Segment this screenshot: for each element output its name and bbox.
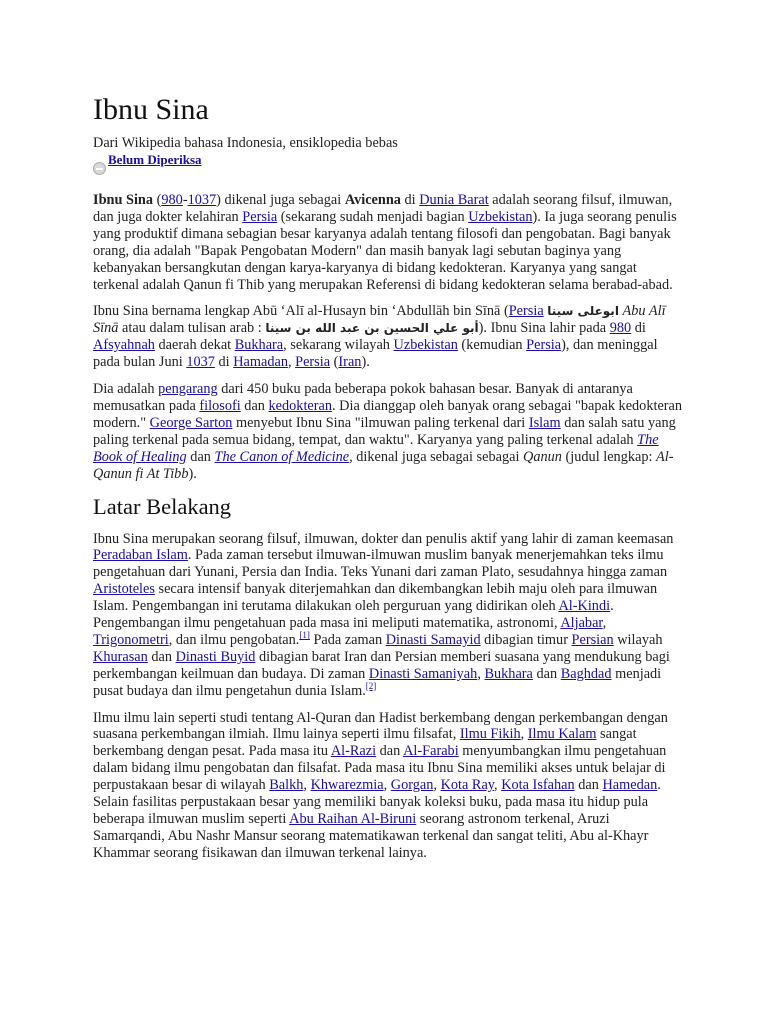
link-ilmu-kalam[interactable]: Ilmu Kalam (527, 726, 597, 743)
text: di (214, 354, 234, 371)
link-bukhara[interactable]: Bukhara (234, 337, 284, 354)
text: dan (147, 648, 176, 665)
text: dan salah satu yang paling terkenal pada semua bidang, tempat, dan waktu". Karyanya yang paling terkenal adalah (93, 414, 676, 448)
text: di (631, 320, 646, 337)
text: dikenal juga sebagai (220, 192, 345, 208)
text: atau dalam tulisan arab : (118, 320, 266, 337)
link-afsyahnah[interactable]: Afsyahnah (93, 337, 155, 354)
text: , (383, 777, 391, 794)
text: , dikenal juga sebagai sebagai (349, 448, 524, 465)
text: seorang astronom terkenal, Aruzi Samarqandi, Abu Nashr Mansur seorang matematikawan terkenal dan sangat teliti, Abu al-Khayr Khammar seorang fisikawan dan ilmuwan terkenal lainya. (93, 811, 649, 861)
link-dinasti-buyid[interactable]: Dinasti Buyid (175, 648, 256, 665)
link-al-biruni[interactable]: Abu Raihan Al-Biruni (289, 811, 417, 827)
text: di (400, 192, 420, 208)
text: Ibnu Sina bernama lengkap Abū ‘Alī al-Husayn bin ‘Abdullāh bin Sīnā ( (93, 303, 509, 320)
site-tagline: Dari Wikipedia bahasa Indonesia, ensiklopedia bebas (93, 135, 398, 151)
link-khwarezmia[interactable]: Khwarezmia (310, 777, 384, 794)
link-gorgan[interactable]: Gorgan (390, 777, 434, 794)
text: , sekarang wilayah (283, 337, 394, 354)
text: menyebut Ibnu Sina "ilmuwan paling terkenal dari (232, 414, 529, 431)
text: , (477, 665, 485, 682)
link-persia-2[interactable]: Persia (526, 337, 562, 354)
text: . Pada zaman tersebut ilmuwan-ilmuwan muslim banyak menerjemahkan teks ilmu pengetahuan dari Yunani, Persia dan India. Teks Yunani dari zaman Plato, sesudahnya hingga zaman (93, 547, 668, 581)
review-status-link[interactable]: Belum Diperiksa (108, 152, 202, 167)
full-title: Al-Qanun fi At Tibb (93, 448, 674, 482)
intro-paragraph-1: Ibnu Sina (980-1037) dikenal juga sebagai Avicenna di Dunia Barat adalah seorang filsuf, ilmuwan, dan juga dokter kelahiran Persia (sekarang sudah menjadi bagian Uzbekistan). Ia juga seorang penulis yang produktif dimana sebagian besar karyanya adalah tentang filosofi dan pengobatan. Bagi banyak orang, dia adalah "Bapak Pengobatan Modern" dan masih banyak lagi sebutan baginya yang kebanyakan bersangkutan dengan karya-karyanya di bidang kedokteran. Karyanya yang sangat terkenal adalah Qanun fi Thib yang merupakan Referensi di bidang kedokteran selama berabad-abad. (93, 192, 677, 293)
text: dan (574, 777, 603, 794)
intro-paragraph-3 (93, 381, 683, 482)
text: (judul lengkap: (561, 448, 657, 465)
link-ilmu-fikih[interactable]: Ilmu Fikih (459, 726, 521, 743)
text: ). (188, 465, 197, 482)
text: , (520, 726, 528, 743)
text: ), dan meninggal pada bulan Juni (93, 337, 658, 371)
link-al-razi[interactable]: Al-Razi (330, 743, 377, 760)
link-dinasti-samayid[interactable]: Dinasti Samayid (385, 631, 481, 648)
arabic-persian-name: ابوعلى سينا (547, 304, 619, 319)
link-filosofi[interactable]: filosofi (199, 397, 241, 414)
arabic-full-name: أبو علي الحسين بن عبد الله بن سينا (265, 321, 479, 336)
text: , dan ilmu pengobatan. (168, 631, 300, 648)
text: daerah dekat (154, 337, 235, 354)
link-kedokteran[interactable]: kedokteran (268, 397, 333, 414)
text: , (303, 777, 311, 794)
link-1037-death[interactable]: 1037 (186, 354, 215, 371)
section-paragraph-2 (93, 710, 683, 862)
text: sangat berkembang dengan pesat. Pada masa itu (93, 726, 637, 760)
link-uzbekistan-2[interactable]: Uzbekistan (393, 337, 458, 354)
text: . Pengembangan ilmu pengetahuan pada masa ini meliputi matematika, astronomi, (93, 598, 614, 632)
text: , (494, 777, 502, 794)
text: menyumbangkan ilmu pengetahuan dalam bidang ilmu pengobatan dan filsafat. Pada masa itu Ibnu Sina memiliki akses untuk belajar di perpustakaan besar di wilayah (93, 743, 667, 794)
text: Dia adalah (93, 381, 159, 398)
link-trigonometri[interactable]: Trigonometri (93, 631, 169, 648)
link-canon-of-medicine[interactable] (215, 449, 350, 465)
link-text: The Book of Healing (93, 431, 659, 465)
link-1037[interactable]: 1037 (187, 192, 217, 208)
text: , (602, 615, 607, 632)
text: menjadi pusat budaya dan ilmu pengetahun dunia Islam. (93, 665, 662, 699)
intro-paragraph-2 (93, 303, 683, 371)
text: dan (376, 743, 404, 760)
text: ). Ia juga seorang penulis yang produktif dimana sebagian besar karyanya adalah tentang filosofi dan pengobatan. Bagi banyak orang, dia adalah "Bapak Pengobatan Modern" dan masih banyak lagi sebutan baginya yang kebanyakan bersangkutan dengan karya-karyanya di bidang kedokteran. Karyanya yang sangat terkenal adalah Qanun fi Thib yang merupakan Referensi di bidang kedokteran selama berabad-abad. (93, 208, 677, 293)
text: (kemudian (457, 337, 527, 354)
text: dari 450 buku pada beberapa pokok bahasan besar. Banyak di antaranya memusatkan pada (93, 381, 633, 414)
text: secara intensif banyak diterjemahkan dan dikembangkan lebih maju oleh para ilmuwan Islam. Pengembangan ini terutama dilakukan oleh perguruan yang didirikan oleh (93, 581, 658, 615)
link-aristoteles[interactable]: Aristoteles (93, 581, 155, 598)
text: Ibnu Sina merupakan seorang filsuf, ilmuwan, dokter dan penulis aktif yang lahir di zaman keemasan (93, 530, 674, 547)
link-text: The Canon of Medicine (214, 448, 350, 465)
link-balkh[interactable]: Balkh (269, 777, 304, 794)
link-peradaban-islam[interactable]: Peradaban Islam (93, 547, 188, 564)
text: , (287, 354, 296, 371)
alias-name: Avicenna (344, 192, 401, 208)
text: Pada zaman (309, 631, 386, 648)
link-980-birth[interactable]: 980 (609, 320, 632, 337)
link-al-kindi[interactable]: Al-Kindi (558, 598, 611, 615)
link-persia[interactable]: Persia (242, 208, 278, 225)
text: . Selain fasilitas perpustakaan besar yang memiliki banyak koleksi buku, pada masa itu hidup pula beberapa ilmuwan muslim seperti (93, 777, 661, 827)
link-pengarang[interactable]: pengarang (158, 381, 218, 398)
link-george-sarton[interactable]: George Sarton (149, 414, 233, 431)
reference-2[interactable]: [2] (365, 680, 377, 691)
text: Ilmu ilmu lain seperti studi tentang Al-Quran dan Hadist berkembang dengan perkembangan dengan suasana perkembangan ilmiah. Ilmu lainya seperti ilmu filsafat, (93, 709, 668, 743)
link-iran[interactable]: Iran (338, 354, 362, 371)
reference-1[interactable]: [1] (299, 630, 310, 641)
qanun-term: Qanun (523, 448, 562, 465)
text: adalah seorang filsuf, ilmuwan, dan juga dokter kelahiran (93, 192, 673, 225)
link-persia-3[interactable]: Persia (295, 354, 331, 371)
text: wilayah (613, 631, 663, 648)
link-hamedan[interactable]: Hamedan (602, 777, 658, 794)
text: (sekarang sudah menjadi bagian (277, 208, 469, 225)
text: dan (532, 665, 561, 682)
section-paragraph-1 (93, 531, 683, 700)
link-al-farabi[interactable]: Al-Farabi (403, 743, 459, 760)
link-persia-lang[interactable]: Persia (508, 303, 544, 320)
link-islam[interactable]: Islam (528, 414, 561, 431)
text: dan (240, 397, 269, 414)
link-uzbekistan[interactable]: Uzbekistan (468, 208, 533, 225)
text: , (433, 777, 441, 794)
text: dan (186, 448, 215, 465)
link-aljabar[interactable]: Aljabar (560, 615, 603, 632)
link-kota-isfahan[interactable]: Kota Isfahan (501, 777, 575, 794)
link-kota-ray[interactable]: Kota Ray (440, 777, 495, 794)
subject-name: Ibnu Sina (93, 192, 154, 208)
link-khurasan[interactable]: Khurasan (93, 648, 148, 665)
review-status (93, 152, 683, 178)
link-persian[interactable]: Persian (571, 631, 614, 648)
review-status-icon (93, 162, 106, 175)
link-980[interactable]: 980 (161, 192, 183, 208)
text: dibagian barat Iran dan Persian memberi suasana yang mendukung bagi perkembangan keilmuan dan budaya. Di zaman (93, 648, 670, 682)
text: ). Ibnu Sina lahir pada (478, 320, 610, 337)
link-dinasti-samaniyah[interactable]: Dinasti Samaniyah (368, 665, 478, 682)
text: . Dia dianggap oleh banyak orang sebagai "bapak kedokteran modern." (93, 397, 683, 431)
text: dibagian timur (480, 631, 572, 648)
link-baghdad[interactable]: Baghdad (560, 665, 612, 682)
link-hamadan[interactable]: Hamadan (233, 354, 288, 371)
text: ). (361, 354, 370, 371)
link-dunia-barat[interactable]: Dunia Barat (419, 192, 489, 208)
page-title: Ibnu Sina (93, 93, 209, 126)
transliterated-name: Abu Alī Sīnā (93, 303, 666, 337)
text: ( (330, 354, 339, 371)
link-bukhara-2[interactable]: Bukhara (484, 665, 533, 682)
section-heading: Latar Belakang (93, 493, 232, 519)
